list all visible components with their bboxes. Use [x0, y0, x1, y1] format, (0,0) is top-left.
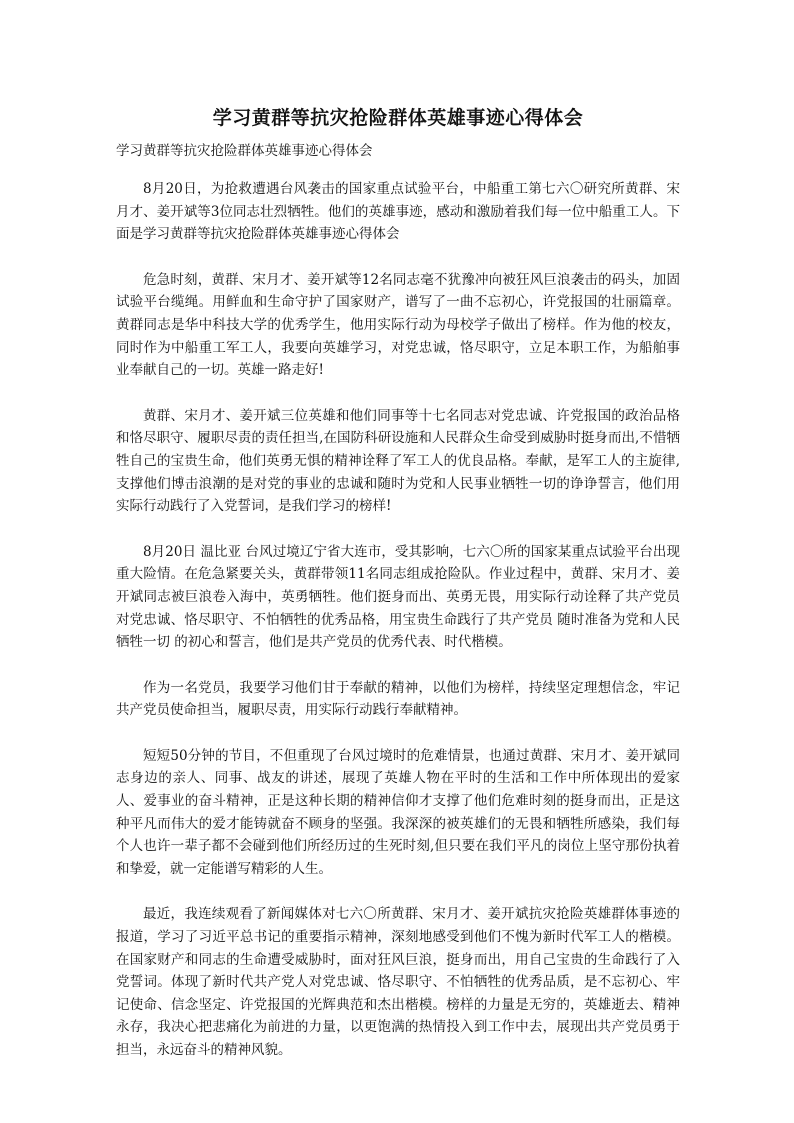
paragraph-7: 最近，我连续观看了新闻媒体对七六〇所黄群、宋月才、姜开斌抗灾抢险英雄群体事迹的报道，学习了习近平总书记的重要指示精神，深刻地感受到他们不愧为新时代军工人的楷模。在国家财产和同志的生命遭受威胁时，面对狂风巨浪，挺身而出，用自己宝贵的生命践行了入党誓词。体现了新时代共产党人对党忠诚、恪尽职守、不怕牺牲的优秀品质，是不忘初心、牢记使命、信念坚定、许党报国的光辉典范和杰出楷模。榜样的力量是无穷的，英雄逝去、精神永存，我决心把悲痛化为前进的力量，以更饱满的热情投入到工作中去，展现出共产党员勇于担当，永远奋斗的精神风貌。	[116, 906, 680, 1058]
document-subtitle: 学习黄群等抗灾抢险群体英雄事迹心得体会	[116, 143, 373, 159]
paragraph-5: 作为一名党员，我要学习他们甘于奉献的精神，以他们为榜样，持续坚定理想信念，牢记共产党员使命担当，履职尽责，用实际行动践行奉献精神。	[116, 679, 680, 719]
document-title: 学习黄群等抗灾抢险群体英雄事迹心得体会	[212, 107, 584, 129]
paragraph-3: 黄群、宋月才、姜开斌三位英雄和他们同事等十七名同志对党忠诚、许党报国的政治品格和恪尽职守、履职尽责的责任担当,在国防科研设施和人民群众生命受到威胁时挺身而出,不惜牺牲自己的宝贵生命，他们英勇无惧的精神诠释了军工人的优良品格。奉献，是军工人的主旋律,支撑他们博击浪潮的是对党的事业的忠诚和随时为党和人民事业牺牲一切的诤诤誓言，他们用实际行动践行了入党誓词，是我们学习的榜样!	[116, 407, 680, 515]
document-body	[116, 178, 680, 1062]
paragraph-1: 8月20日，为抢救遭遇台风袭击的国家重点试验平台，中船重工第七六〇研究所黄群、宋月才、姜开斌等3位同志壮烈牺牲。他们的英雄事迹，感动和激励着我们每一位中船重工人。下面是学习黄群等抗灾抢险群体英雄事迹心得体会	[116, 181, 680, 243]
paragraph-4: 8月20日 温比亚 台风过境辽宁省大连市，受其影响，七六〇所的国家某重点试验平台出现重大险情。在危急紧要关头，黄群带领11名同志组成抢险队。作业过程中，黄群、宋月才、姜开斌同志被巨浪卷入海中，英勇牺牲。他们挺身而出、英勇无畏，用实际行动诠释了共产党员对党忠诚、恪尽职守、不怕牺牲的优秀品格，用宝贵生命践行了共产党员 随时准备为党和人民牺牲一切 的初心和誓言，他们是共产党员的优秀代表、时代楷模。	[116, 543, 680, 651]
paragraph-2: 危急时刻，黄群、宋月才、姜开斌等12名同志毫不犹豫冲向被狂风巨浪袭击的码头，加固试验平台缆绳。用鲜血和生命守护了国家财产，谱写了一曲不忘初心，许党报国的壮丽篇章。黄群同志是华中科技大学的优秀学生，他用实际行动为母校学子做出了榜样。作为他的校友，同时作为中船重工军工人，我要向英雄学习，对党忠诚，恪尽职守，立足本职工作，为船舶事业奉献自己的一切。英雄一路走好!	[116, 271, 680, 379]
paragraph-6: 短短50分钟的节目，不但重现了台风过境时的危难情景，也通过黄群、宋月才、姜开斌同志身边的亲人、同事、战友的讲述，展现了英雄人物在平时的生活和工作中所体现出的爱家人、爱事业的奋斗精神，正是这种长期的精神信仰才支撑了他们危难时刻的挺身而出，正是这种平凡而伟大的爱才能铸就奋不顾身的坚强。我深深的被英雄们的无畏和牺牲所感染，我们每个人也许一辈子都不会碰到他们所经历过的生死时刻,但只要在我们平凡的岗位上坚守那份执着和挚爱，就一定能谱写精彩的人生。	[116, 747, 680, 877]
